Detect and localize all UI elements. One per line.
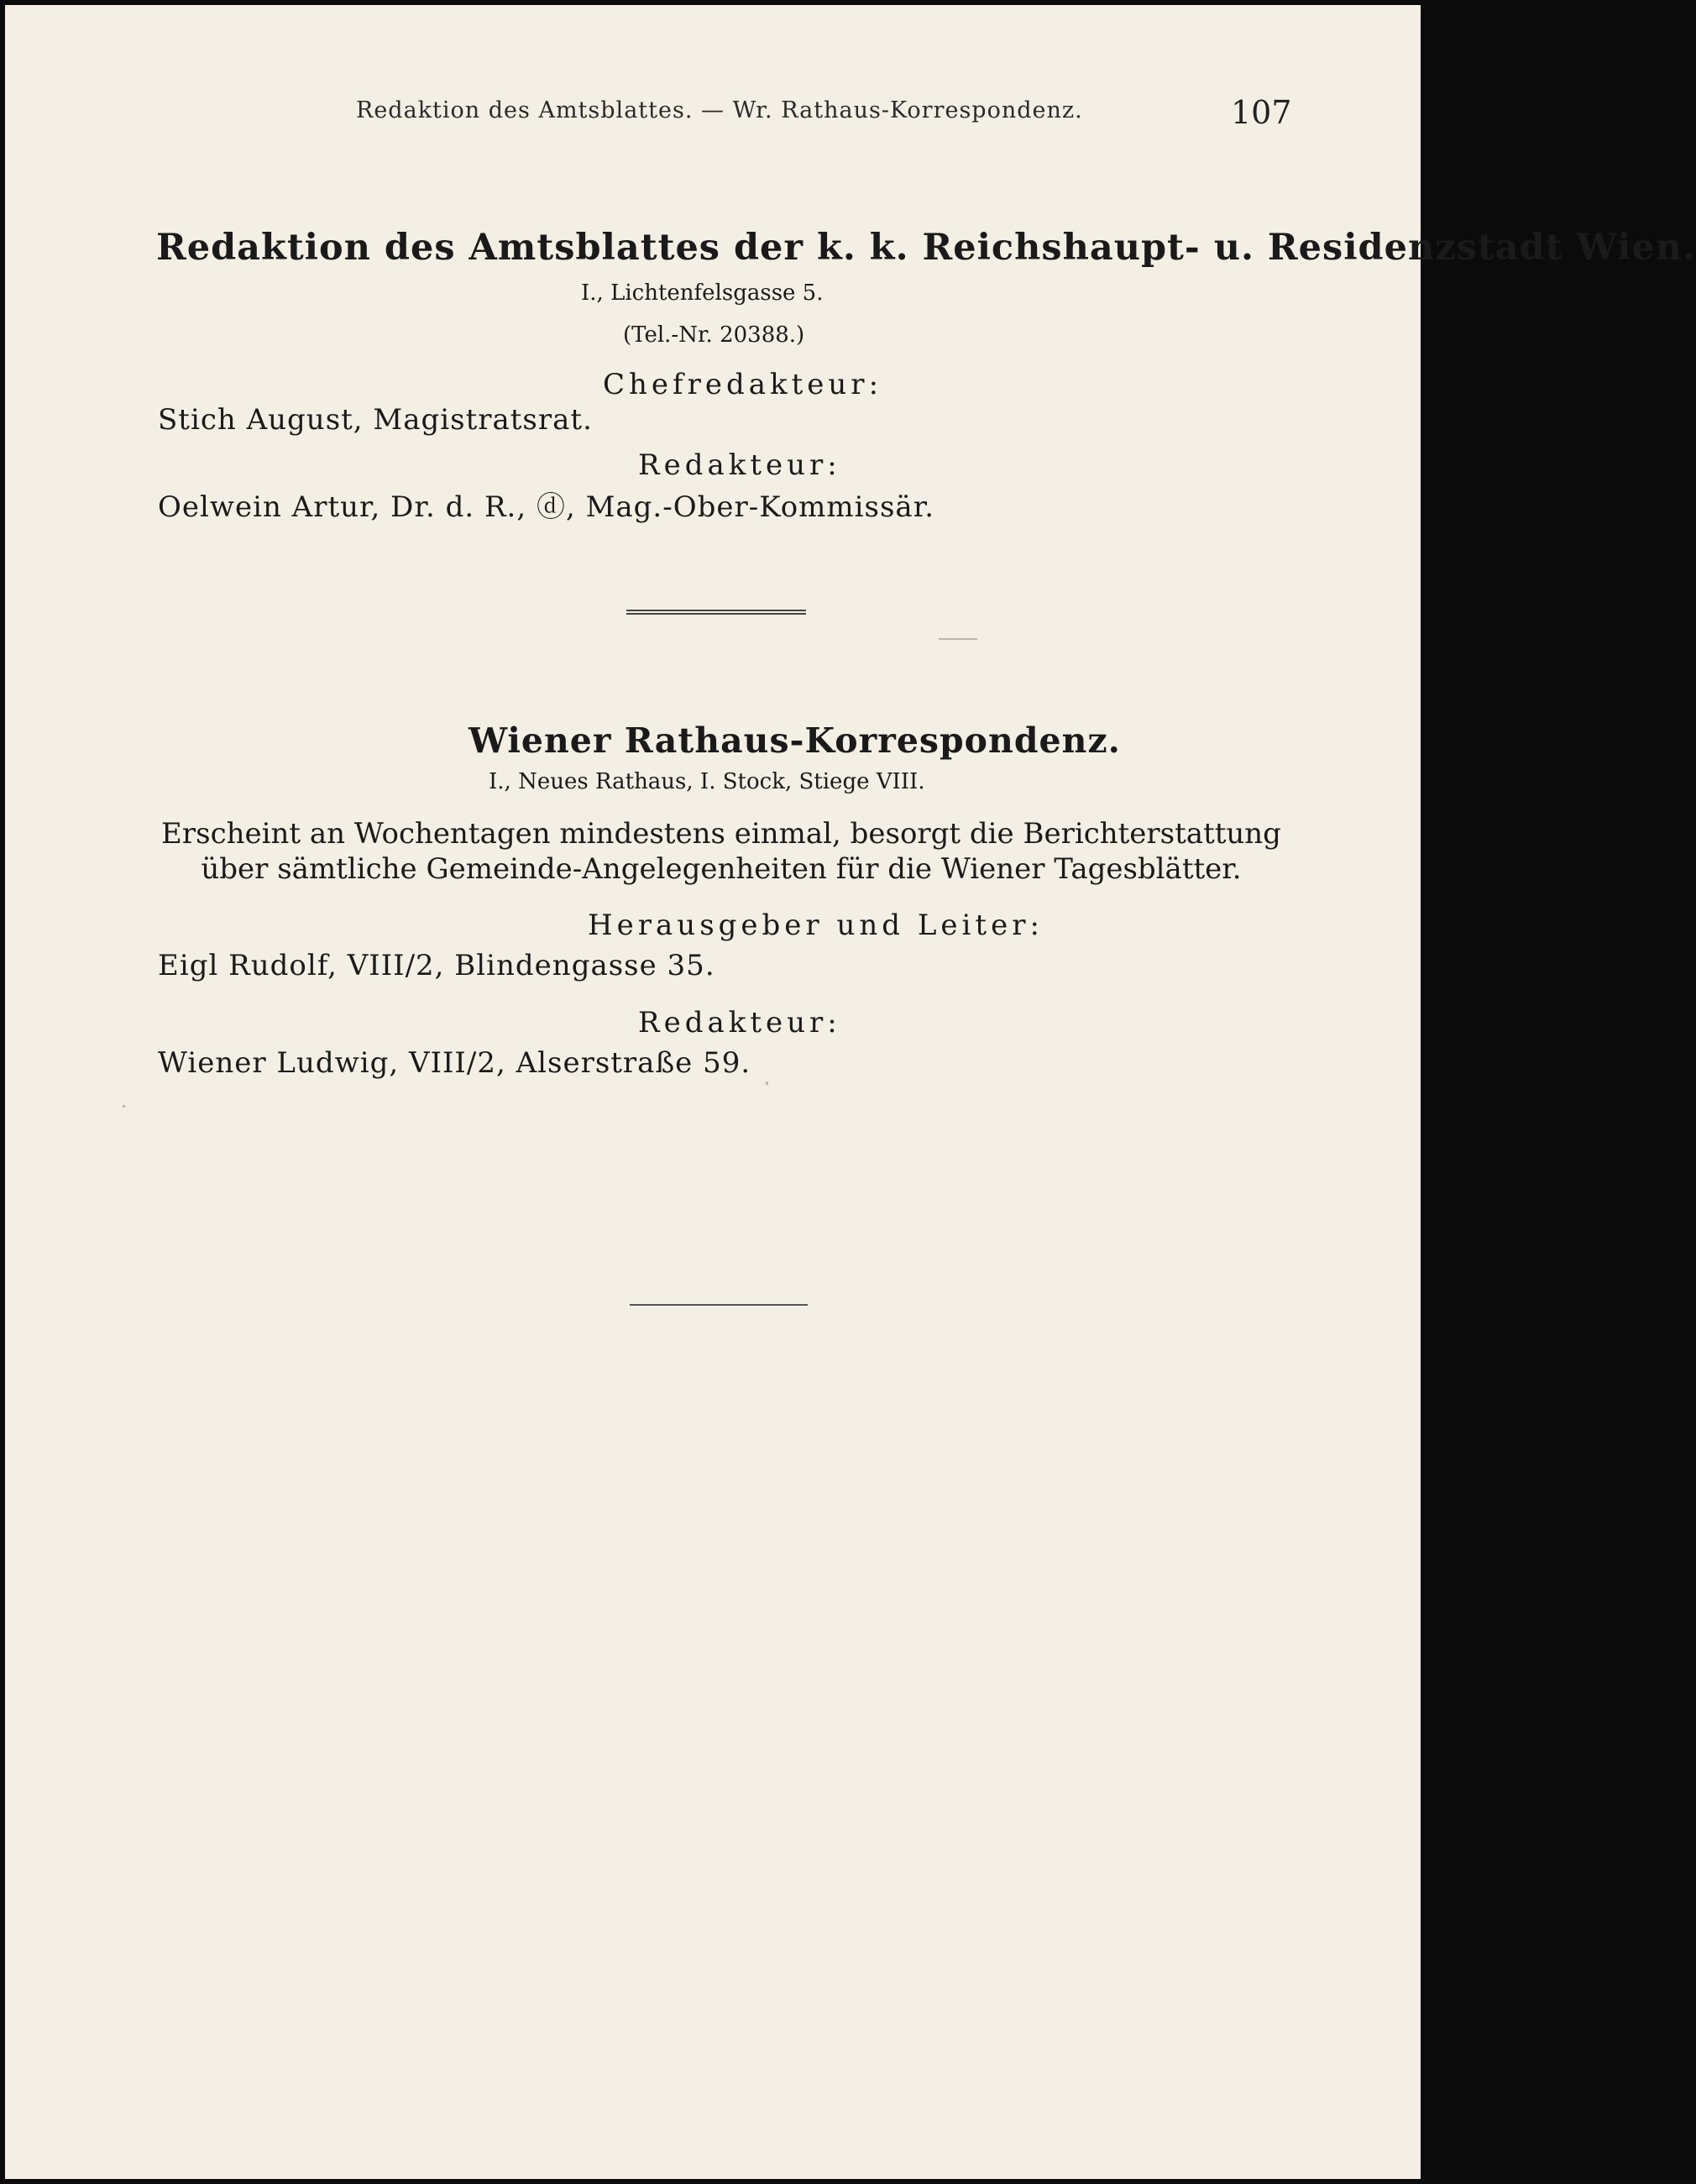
chief-editor-heading: Chefredakteur: bbox=[603, 368, 883, 401]
double-rule-divider bbox=[626, 610, 806, 615]
paper-speck bbox=[123, 1105, 125, 1108]
publisher-name: Eigl Rudolf, VIII/2, Blindengasse 35. bbox=[158, 949, 715, 982]
section-2-description: Erscheint an Wochentagen mindestens einmal, besorgt die Berichterstattung über sämtliche Gemeinde-Angelegenheiten für die Wiener Tagesblätter. bbox=[161, 817, 1281, 886]
section-2-address: I., Neues Rathaus, I. Stock, Stiege VIII. bbox=[489, 769, 925, 794]
editor-name-1: Oelwein Artur, Dr. d. R., ⓓ, Mag.-Ober-Kommissär. bbox=[158, 490, 935, 524]
editor-heading-1: Redakteur: bbox=[638, 448, 841, 482]
section-1-title: Redaktion des Amtsblattes der k. k. Reichshaupt- u. Residenzstadt Wien. bbox=[156, 227, 1696, 269]
editor-heading-2: Redakteur: bbox=[638, 1006, 841, 1040]
paper-speck bbox=[939, 638, 977, 640]
page-number: 107 bbox=[1231, 94, 1292, 131]
section-1-telephone: (Tel.-Nr. 20388.) bbox=[623, 322, 805, 348]
section-2-title: Wiener Rathaus-Korrespondenz. bbox=[468, 720, 1121, 761]
single-rule-divider bbox=[630, 1304, 808, 1306]
section-1-address: I., Lichtenfelsgasse 5. bbox=[581, 280, 824, 306]
chief-editor-name: Stich August, Magistratsrat. bbox=[158, 403, 593, 437]
document-page bbox=[5, 5, 1696, 2179]
paper-speck bbox=[766, 1082, 768, 1085]
editor-name-2: Wiener Ludwig, VIII/2, Alserstraße 59. bbox=[158, 1046, 751, 1080]
publisher-heading: Herausgeber und Leiter: bbox=[588, 909, 1044, 942]
running-head: Redaktion des Amtsblattes. — Wr. Rathaus-Korrespondenz. bbox=[356, 97, 1083, 123]
